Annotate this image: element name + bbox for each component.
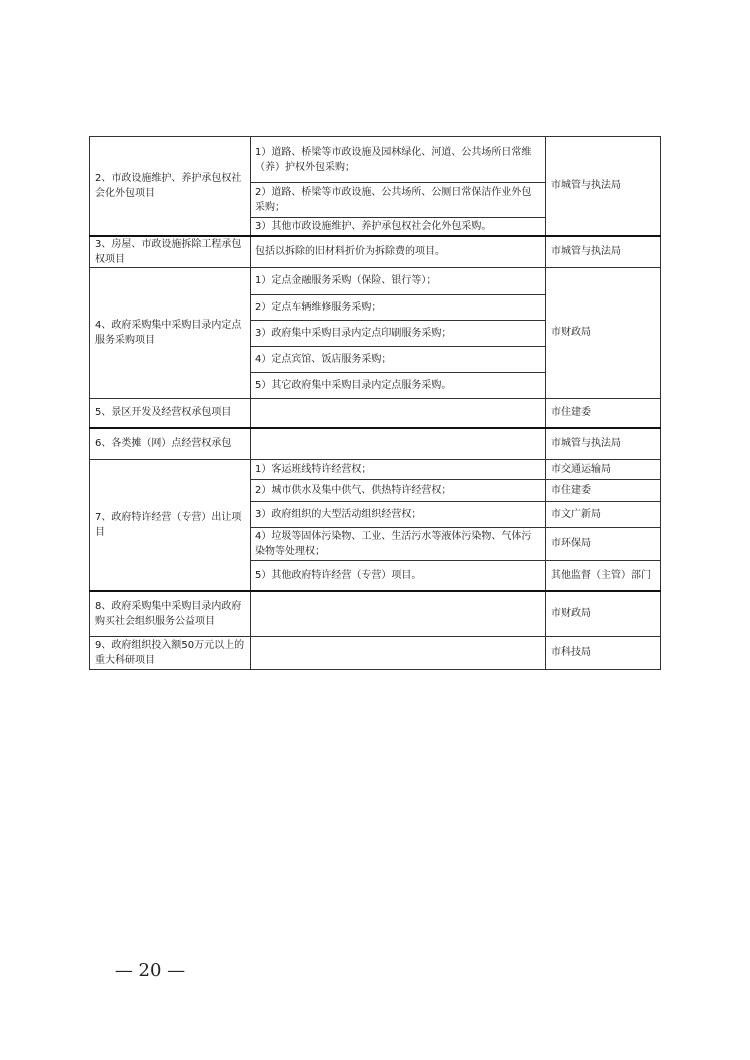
item-cell: 4）垃圾等固体污染物、工业、生活污水等液体污染物、气体污染物等处理权；: [251, 527, 546, 560]
department-cell: 市科技局: [546, 636, 661, 669]
item-cell: 1）定点金融服务采购（保险、银行等）；: [251, 267, 546, 294]
page-number: — 20 —: [114, 960, 186, 981]
item-cell: [251, 591, 546, 636]
department-cell: 市城管与执法局: [546, 137, 661, 236]
department-cell: 市住建委: [546, 398, 661, 428]
department-cell: 市文广新局: [546, 501, 661, 527]
department-cell: 市城管与执法局: [546, 428, 661, 459]
category-cell: 5、景区开发及经营权承包项目: [90, 398, 251, 428]
item-cell: 3）政府集中采购目录内定点印刷服务采购；: [251, 320, 546, 346]
department-cell: 市财政局: [546, 591, 661, 636]
item-cell: 4）定点宾馆、饭店服务采购；: [251, 346, 546, 372]
item-cell: 2）城市供水及集中供气、供热特许经营权；: [251, 479, 546, 501]
project-table: [89, 136, 661, 670]
item-cell: 3）其他市政设施维护、养护承包权社会化外包采购。: [251, 218, 546, 236]
item-cell: 包括以拆除的旧材料折价为拆除费的项目。: [251, 236, 546, 268]
item-cell: 3）政府组织的大型活动组织经营权；: [251, 501, 546, 527]
department-cell: 其他监督（主管）部门: [546, 560, 661, 591]
item-cell: [251, 428, 546, 459]
item-cell: 2）定点车辆维修服务采购；: [251, 294, 546, 320]
category-cell: 2、市政设施维护、养护承包权社会化外包项目: [90, 137, 251, 236]
category-cell: 3、房屋、市政设施拆除工程承包权项目: [90, 236, 251, 268]
department-cell: 市交通运输局: [546, 459, 661, 479]
category-cell: 7、政府特许经营（专营）出让项目: [90, 459, 251, 591]
category-cell: 6、各类摊（网）点经营权承包: [90, 428, 251, 459]
category-cell: 4、政府采购集中采购目录内定点服务采购项目: [90, 267, 251, 398]
item-cell: 1）道路、桥梁等市政设施及园林绿化、河道、公共场所日常维（养）护权外包采购；: [251, 137, 546, 183]
item-cell: 2）道路、桥梁等市政设施、公共场所、公厕日常保洁作业外包采购；: [251, 183, 546, 218]
department-cell: 市环保局: [546, 527, 661, 560]
item-cell: 1）客运班线特许经营权；: [251, 459, 546, 479]
department-cell: 市财政局: [546, 267, 661, 398]
department-cell: 市住建委: [546, 479, 661, 501]
item-cell: 5）其他政府特许经营（专营）项目。: [251, 560, 546, 591]
category-cell: 9、政府组织投入额50万元以上的重大科研项目: [90, 636, 251, 669]
department-cell: 市城管与执法局: [546, 236, 661, 268]
item-cell: 5）其它政府集中采购目录内定点服务采购。: [251, 372, 546, 398]
category-cell: 8、政府采购集中采购目录内政府购买社会组织服务公益项目: [90, 591, 251, 636]
item-cell: [251, 636, 546, 669]
item-cell: [251, 398, 546, 428]
